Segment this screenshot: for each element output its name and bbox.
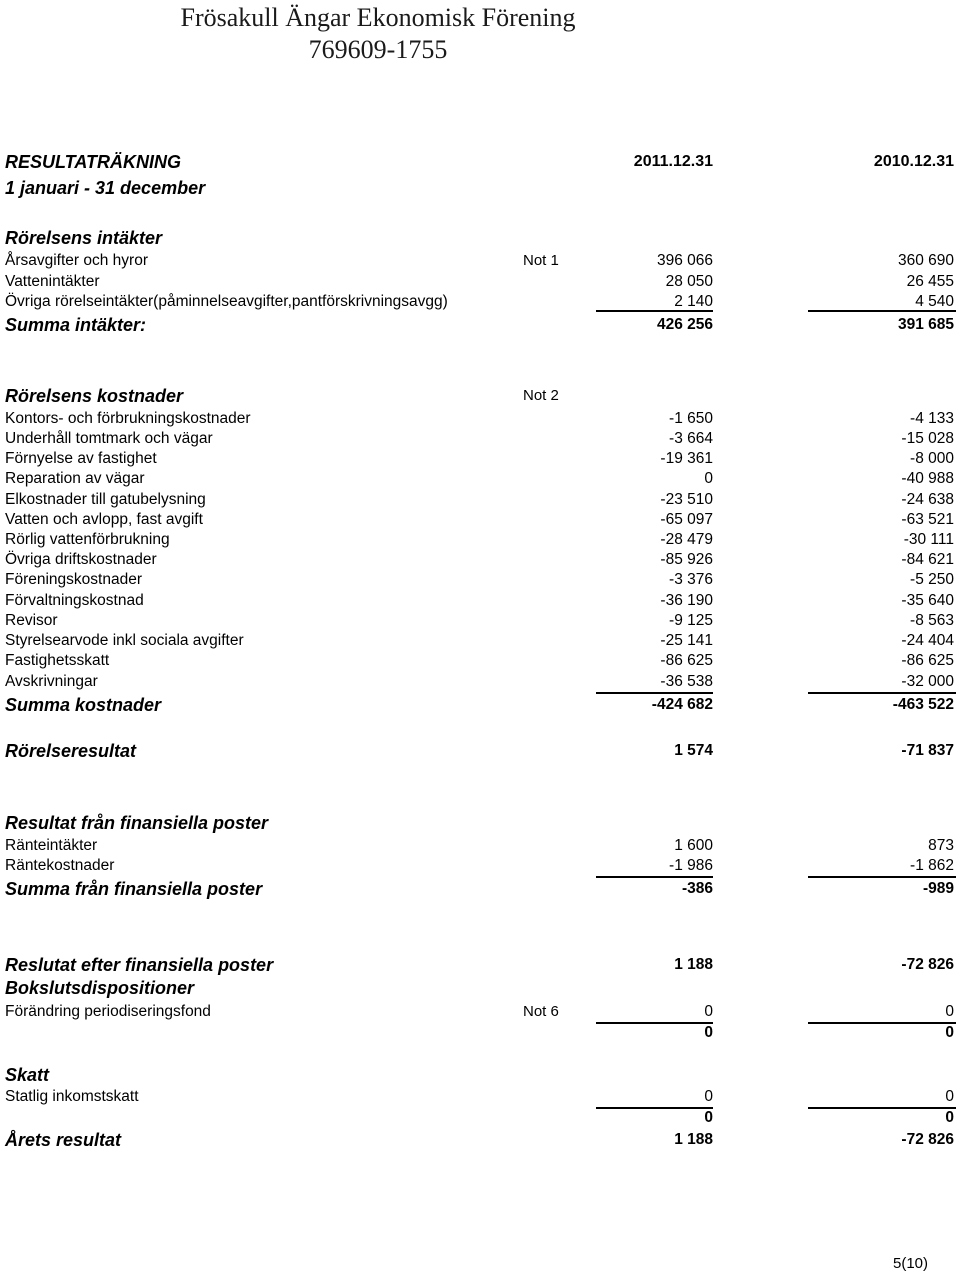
- value-2010: -32 000: [901, 673, 954, 690]
- note-reference: Not 6: [523, 1003, 559, 1020]
- financial-total-2010: -989: [922, 880, 954, 897]
- note-reference: Not 1: [523, 252, 559, 269]
- row-label: Elkostnader till gatubelysning: [5, 491, 206, 508]
- value-2010: -5 250: [910, 571, 954, 588]
- cost-row: [0, 490, 960, 510]
- value-2010: -84 621: [901, 551, 954, 568]
- value-2010: -24 638: [901, 491, 954, 508]
- value-2010: -4 133: [910, 410, 954, 427]
- operating-result-2010: -71 837: [901, 742, 954, 759]
- value-2011: 1 600: [674, 837, 713, 854]
- value-2010: 360 690: [897, 252, 954, 269]
- row-label: Styrelsearvode inkl sociala avgifter: [5, 632, 244, 649]
- financial-heading-row: [0, 812, 960, 834]
- income-row: [0, 251, 960, 271]
- sum-rule-2010: [808, 310, 956, 312]
- financial-row: [0, 836, 960, 856]
- value-2011: -9 125: [669, 612, 713, 629]
- value-2011: -36 538: [660, 673, 713, 690]
- appropriations-row: [0, 1002, 960, 1022]
- income-total-label: Summa intäkter:: [5, 315, 147, 335]
- column-date-2010: 2010.12.31: [873, 153, 954, 170]
- net-result-2011: 1 188: [674, 1131, 713, 1148]
- costs-heading: Rörelsens kostnader: [5, 386, 184, 406]
- statement-title: RESULTATRÄKNING: [5, 152, 181, 172]
- financial-heading: Resultat från finansiella poster: [5, 813, 269, 833]
- value-2010: 873: [928, 837, 954, 854]
- cost-row: [0, 672, 960, 692]
- costs-total-label: Summa kostnader: [5, 695, 162, 715]
- row-label: Vattenintäkter: [5, 273, 100, 290]
- row-label: Övriga rörelseintäkter(påminnelseavgifter,pantförskrivningsavgg): [5, 293, 448, 310]
- value-2011: 28 050: [665, 273, 713, 290]
- value-2011: 0: [704, 470, 713, 487]
- value-2010: 4 540: [915, 293, 954, 310]
- cost-row: [0, 510, 960, 530]
- net-result-row: [0, 1129, 960, 1151]
- row-label: Statlig inkomstskatt: [5, 1088, 139, 1105]
- value-2011: -28 479: [660, 531, 713, 548]
- cost-row: [0, 449, 960, 469]
- after-financial-2011: 1 188: [674, 956, 713, 973]
- operating-result-label: Rörelseresultat: [5, 741, 137, 761]
- row-label: Förvaltningskostnad: [5, 592, 144, 609]
- row-label: Årsavgifter och hyror: [5, 252, 148, 269]
- cost-row: [0, 651, 960, 671]
- value-2011: -3 664: [669, 430, 713, 447]
- cost-row: [0, 530, 960, 550]
- cost-row: [0, 469, 960, 489]
- row-label: Underhåll tomtmark och vägar: [5, 430, 213, 447]
- financial-total-label: Summa från finansiella poster: [5, 879, 263, 899]
- cost-row: [0, 570, 960, 590]
- value-2010: -8 563: [910, 612, 954, 629]
- after-financial-2010: -72 826: [901, 956, 954, 973]
- value-2010: -1 862: [910, 857, 954, 874]
- row-label: Föreningskostnader: [5, 571, 142, 588]
- value-2010: -63 521: [901, 511, 954, 528]
- value-2011: -85 926: [660, 551, 713, 568]
- income-row: [0, 272, 960, 292]
- appropriations-heading: Bokslutsdispositioner: [5, 978, 195, 998]
- row-label: Ränteintäkter: [5, 837, 98, 854]
- row-label: Reparation av vägar: [5, 470, 145, 487]
- cost-row: [0, 611, 960, 631]
- cost-row: [0, 550, 960, 570]
- row-label: Avskrivningar: [5, 673, 98, 690]
- row-label: Övriga driftskostnader: [5, 551, 157, 568]
- appropriations-subtotal-2011: 0: [704, 1024, 713, 1041]
- costs-heading-row: [0, 385, 960, 407]
- value-2011: 396 066: [656, 252, 713, 269]
- value-2011: -25 141: [660, 632, 713, 649]
- value-2011: -36 190: [660, 592, 713, 609]
- row-label: Vatten och avlopp, fast avgift: [5, 511, 203, 528]
- after-financial-label: Reslutat efter finansiella poster: [5, 955, 274, 975]
- costs-total-2010: -463 522: [892, 696, 954, 713]
- value-2011: -3 376: [669, 571, 713, 588]
- income-total-2011: 426 256: [656, 316, 713, 333]
- note-reference: Not 2: [523, 387, 559, 404]
- value-2010: 0: [945, 1088, 954, 1105]
- value-2011: 0: [704, 1088, 713, 1105]
- value-2010: -24 404: [901, 632, 954, 649]
- page-number: 5(10): [893, 1255, 929, 1272]
- cost-row: [0, 429, 960, 449]
- row-label: Fastighetsskatt: [5, 652, 110, 669]
- tax-subtotal-2010: 0: [945, 1109, 954, 1126]
- value-2010: -35 640: [901, 592, 954, 609]
- tax-heading-row: [0, 1064, 960, 1086]
- statement-title-row: [0, 151, 960, 173]
- value-2010: 26 455: [906, 273, 954, 290]
- income-heading: Rörelsens intäkter: [5, 228, 163, 248]
- value-2011: -1 650: [669, 410, 713, 427]
- org-number: 769609-1755: [308, 35, 448, 64]
- value-2010: -40 988: [901, 470, 954, 487]
- financial-total-row: [0, 878, 960, 900]
- tax-subtotal-2011: 0: [704, 1109, 713, 1126]
- value-2011: -23 510: [660, 491, 713, 508]
- value-2011: -1 986: [669, 857, 713, 874]
- value-2010: -86 625: [901, 652, 954, 669]
- value-2010: -30 111: [903, 531, 954, 548]
- value-2011: -19 361: [660, 450, 713, 467]
- cost-row: [0, 631, 960, 651]
- period-row: [0, 177, 960, 199]
- tax-subtotal-row: [0, 1108, 960, 1128]
- net-result-2010: -72 826: [901, 1131, 954, 1148]
- row-label: Förändring periodiseringsfond: [5, 1003, 211, 1020]
- appropriations-subtotal-row: [0, 1023, 960, 1043]
- income-row: [0, 292, 960, 312]
- org-name: Frösakull Ängar Ekonomisk Förening: [180, 3, 576, 32]
- cost-row: [0, 409, 960, 429]
- column-date-2011: 2011.12.31: [633, 153, 713, 170]
- row-label: Kontors- och förbrukningskostnader: [5, 410, 251, 427]
- row-label: Räntekostnader: [5, 857, 115, 874]
- value-2011: -86 625: [660, 652, 713, 669]
- after-financial-row: [0, 954, 960, 976]
- value-2011: -65 097: [660, 511, 713, 528]
- value-2011: 2 140: [674, 293, 713, 310]
- income-heading-row: [0, 227, 960, 249]
- value-2010: 0: [945, 1003, 954, 1020]
- appropriations-heading-row: [0, 977, 960, 999]
- income-total-2010: 391 685: [897, 316, 954, 333]
- statement-period: 1 januari - 31 december: [5, 178, 206, 198]
- costs-total-2011: -424 682: [651, 696, 713, 713]
- cost-row: [0, 591, 960, 611]
- financial-total-2011: -386: [681, 880, 713, 897]
- costs-total-row: [0, 694, 960, 716]
- operating-result-row: [0, 740, 960, 762]
- row-label: Rörlig vattenförbrukning: [5, 531, 170, 548]
- sum-rule-2011: [596, 310, 713, 312]
- operating-result-2011: 1 574: [674, 742, 713, 759]
- row-label: Förnyelse av fastighet: [5, 450, 157, 467]
- value-2011: 0: [704, 1003, 713, 1020]
- income-total-row: [0, 314, 960, 336]
- appropriations-subtotal-2010: 0: [945, 1024, 954, 1041]
- financial-row: [0, 856, 960, 876]
- tax-heading: Skatt: [5, 1065, 50, 1085]
- value-2010: -15 028: [901, 430, 954, 447]
- value-2010: -8 000: [910, 450, 954, 467]
- row-label: Revisor: [5, 612, 58, 629]
- tax-row: [0, 1087, 960, 1107]
- net-result-label: Årets resultat: [5, 1130, 122, 1150]
